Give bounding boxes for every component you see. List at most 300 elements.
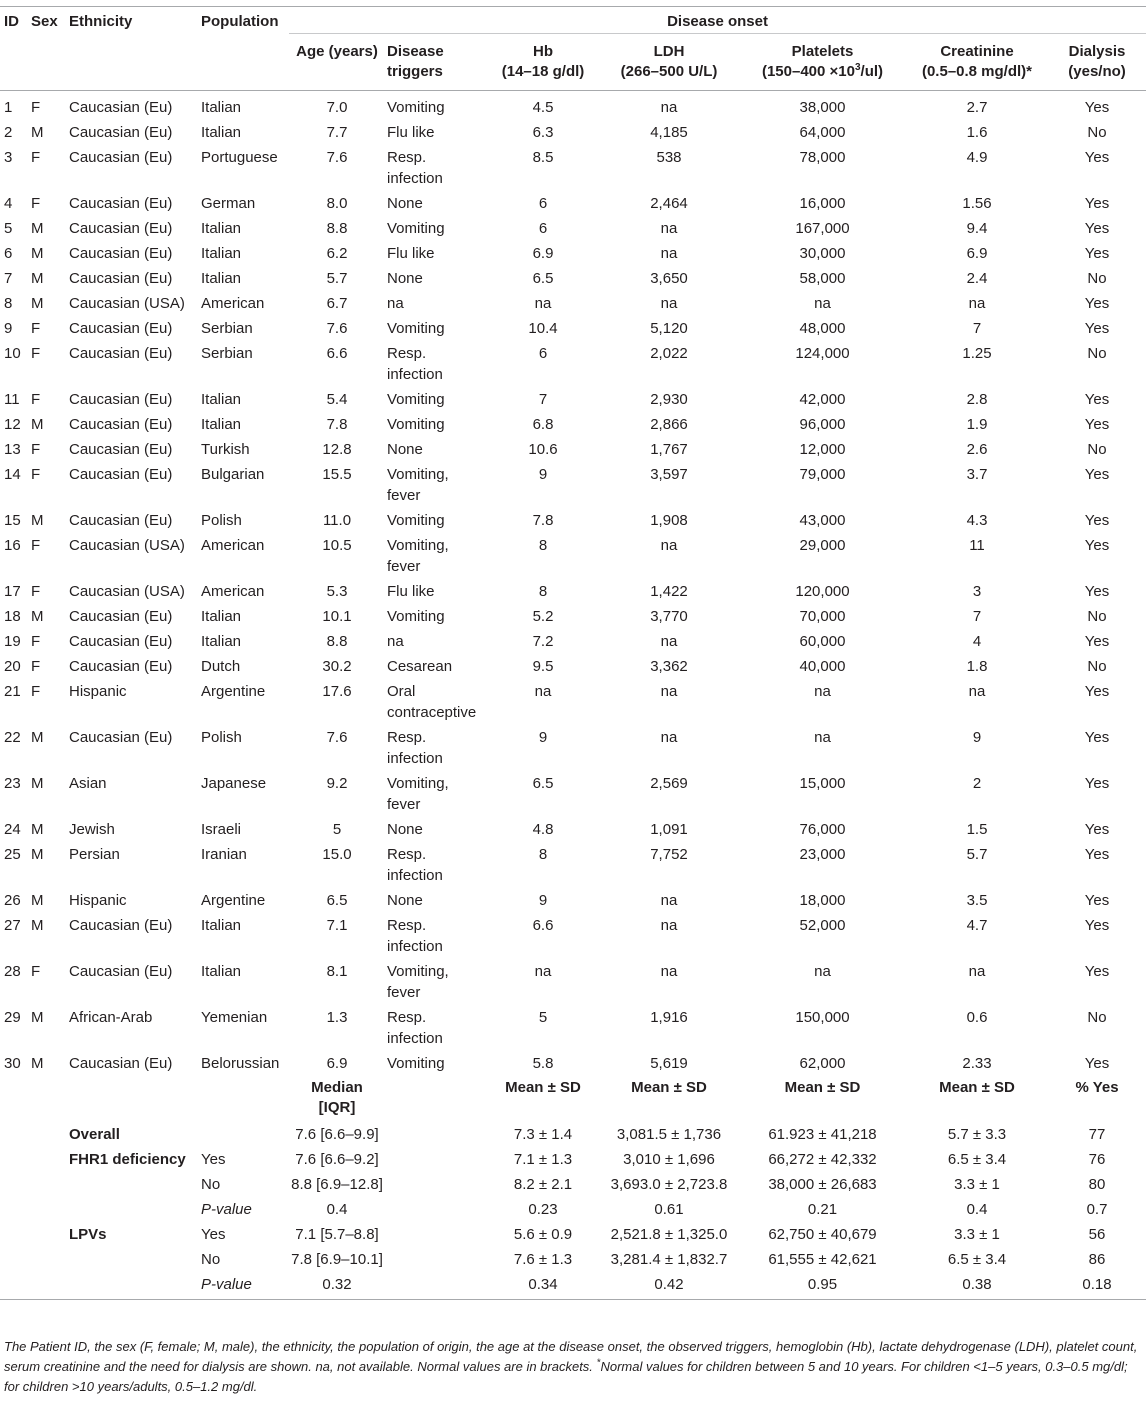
row-population: Italian: [201, 220, 242, 237]
row-age: 6.5: [326, 892, 348, 909]
row-age: 17.6: [322, 683, 352, 700]
row-ethnicity: Caucasian (Eu): [69, 195, 173, 212]
row-hb: 6.5: [532, 270, 554, 287]
row-sex: F: [31, 583, 41, 600]
row-id: 23: [4, 775, 21, 792]
row-hb: na: [534, 683, 552, 700]
row-platelets: 150,000: [795, 1009, 850, 1026]
summary-creatinine: 3.3 ± 1: [954, 1176, 1000, 1193]
row-hb: 8: [538, 846, 548, 863]
row-population: Italian: [201, 917, 242, 934]
row-id: 22: [4, 729, 21, 746]
header-sex: Sex: [31, 13, 58, 30]
summary-ldh: 0.61: [654, 1201, 684, 1218]
row-platelets: 120,000: [795, 583, 850, 600]
row-hb: 6.3: [532, 124, 554, 141]
summary-empty: [385, 1224, 487, 1249]
row-hb: 5.8: [532, 1055, 554, 1072]
row-age: 12.8: [322, 441, 352, 458]
row-id: 16: [4, 537, 21, 554]
summary-hb: 7.3 ± 1.4: [513, 1126, 573, 1143]
table-row: [0, 243, 1146, 268]
row-hb: na: [534, 295, 552, 312]
header-population: Population: [201, 13, 279, 30]
table-row: [0, 890, 1146, 915]
summary-sublabel: Yes: [201, 1151, 226, 1168]
row-platelets: 15,000: [799, 775, 846, 792]
row-population: Bulgarian: [201, 466, 265, 483]
row-ethnicity: Caucasian (Eu): [69, 466, 173, 483]
row-ldh: 1,916: [650, 1009, 688, 1026]
row-platelets: na: [814, 295, 831, 312]
row-population: German: [201, 195, 256, 212]
row-ldh: 2,022: [650, 345, 688, 362]
row-hb: 6.5: [532, 775, 554, 792]
row-creatinine: 7: [972, 608, 982, 625]
row-trigger: Vomiting, fever: [387, 537, 449, 575]
row-dialysis: Yes: [1084, 917, 1110, 934]
row-ethnicity: Caucasian (Eu): [69, 608, 173, 625]
table-header: [0, 7, 1146, 91]
table-row: [0, 293, 1146, 318]
table-row: [0, 439, 1146, 464]
row-dialysis: Yes: [1084, 416, 1110, 433]
table-row: [0, 91, 1146, 123]
row-platelets: 70,000: [799, 608, 846, 625]
summary-empty: [385, 1249, 487, 1274]
summary-ldh: 3,081.5 ± 1,736: [616, 1126, 722, 1143]
row-ldh: na: [660, 892, 678, 909]
row-platelets: 16,000: [799, 195, 846, 212]
row-creatinine: 2.7: [966, 99, 988, 116]
row-platelets: 60,000: [799, 633, 846, 650]
row-age: 30.2: [322, 658, 352, 675]
row-platelets: 124,000: [795, 345, 850, 362]
summary-body: [0, 1078, 1146, 1300]
row-platelets: 12,000: [799, 441, 846, 458]
row-id: 30: [4, 1055, 21, 1072]
patient-table: [0, 6, 1146, 1300]
row-trigger: Vomiting: [387, 608, 445, 625]
row-dialysis: Yes: [1084, 775, 1110, 792]
row-ethnicity: Caucasian (Eu): [69, 270, 173, 287]
row-hb: 9.5: [532, 658, 554, 675]
row-age: 11.0: [322, 512, 352, 529]
summary-label: Overall: [69, 1126, 120, 1143]
row-age: 6.9: [326, 1055, 348, 1072]
row-creatinine: 2.4: [966, 270, 988, 287]
row-sex: M: [31, 917, 44, 934]
summary-creatinine: 5.7 ± 3.3: [947, 1126, 1007, 1143]
row-dialysis: Yes: [1084, 633, 1110, 650]
row-dialysis: No: [1087, 441, 1107, 458]
row-creatinine: 0.6: [966, 1009, 988, 1026]
row-ldh: 2,464: [650, 195, 688, 212]
row-ldh: na: [660, 245, 678, 262]
row-trigger: Vomiting, fever: [387, 963, 449, 1001]
row-ethnicity: Hispanic: [69, 683, 127, 700]
row-id: 21: [4, 683, 21, 700]
row-population: Italian: [201, 608, 242, 625]
row-id: 5: [4, 220, 13, 237]
row-trigger: Flu like: [387, 583, 435, 600]
summary-spacer: [0, 1274, 67, 1300]
summary-label: [67, 1199, 199, 1224]
row-trigger: Oral contraceptive: [387, 683, 477, 721]
row-ldh: na: [660, 295, 678, 312]
row-dialysis: Yes: [1084, 729, 1110, 746]
summary-age: 7.8 [6.9–10.1]: [291, 1251, 383, 1268]
row-id: 9: [4, 320, 13, 337]
row-age: 5.3: [326, 583, 348, 600]
row-creatinine: 1.5: [966, 821, 988, 838]
row-dialysis: Yes: [1084, 295, 1110, 312]
row-trigger: Vomiting: [387, 512, 445, 529]
row-id: 27: [4, 917, 21, 934]
row-trigger: na: [387, 633, 404, 650]
row-dialysis: Yes: [1084, 320, 1110, 337]
row-sex: F: [31, 537, 41, 554]
row-trigger: na: [387, 295, 404, 312]
row-id: 10: [4, 345, 21, 362]
row-sex: M: [31, 245, 44, 262]
table-row: [0, 819, 1146, 844]
row-id: 25: [4, 846, 21, 863]
row-sex: M: [31, 220, 44, 237]
row-ethnicity: Caucasian (Eu): [69, 633, 173, 650]
summary-age: 0.32: [322, 1276, 352, 1293]
table-row: [0, 389, 1146, 414]
summary-dialysis: 80: [1088, 1176, 1106, 1193]
row-population: Argentine: [201, 683, 266, 700]
row-trigger: Vomiting: [387, 391, 445, 408]
row-dialysis: Yes: [1084, 220, 1110, 237]
table-row: [0, 343, 1146, 389]
row-trigger: None: [387, 821, 423, 838]
row-age: 5: [332, 821, 342, 838]
row-id: 17: [4, 583, 21, 600]
summary-creatinine: 3.3 ± 1: [954, 1226, 1000, 1243]
summary-header-age: Median [IQR]: [311, 1079, 363, 1116]
row-ldh: na: [660, 683, 678, 700]
row-trigger: Resp. infection: [387, 1009, 443, 1047]
row-ldh: 5,120: [650, 320, 688, 337]
summary-creatinine: 0.38: [962, 1276, 992, 1293]
row-ldh: 1,091: [650, 821, 688, 838]
row-platelets: 18,000: [799, 892, 846, 909]
header-dialysis: Dialysis (yes/no): [1068, 43, 1126, 80]
row-creatinine: 6.9: [966, 245, 988, 262]
row-hb: 6: [538, 220, 548, 237]
row-sex: M: [31, 1009, 44, 1026]
row-ethnicity: Caucasian (Eu): [69, 917, 173, 934]
row-dialysis: Yes: [1084, 683, 1110, 700]
row-creatinine: 4: [972, 633, 982, 650]
summary-row: [0, 1149, 1146, 1174]
summary-ldh: 0.42: [654, 1276, 684, 1293]
row-population: Portuguese: [201, 149, 278, 166]
summary-spacer: [0, 1224, 67, 1249]
summary-platelets: 61,555 ± 42,621: [768, 1251, 877, 1268]
row-creatinine: 9.4: [966, 220, 988, 237]
summary-label: FHR1 deficiency: [69, 1151, 186, 1168]
row-hb: 7: [538, 391, 548, 408]
row-creatinine: 4.9: [966, 149, 988, 166]
row-trigger: None: [387, 270, 423, 287]
row-age: 7.1: [326, 917, 348, 934]
row-trigger: Resp. infection: [387, 846, 443, 884]
row-sex: M: [31, 124, 44, 141]
table-row: [0, 218, 1146, 243]
row-dialysis: Yes: [1084, 195, 1110, 212]
summary-header-hb: Mean ± SD: [505, 1079, 581, 1096]
table-row: [0, 581, 1146, 606]
table-row: [0, 122, 1146, 147]
row-population: Serbian: [201, 345, 253, 362]
row-ethnicity: Caucasian (Eu): [69, 99, 173, 116]
summary-ldh: 3,010 ± 1,696: [623, 1151, 715, 1168]
row-creatinine: 2: [972, 775, 982, 792]
summary-row: [0, 1174, 1146, 1199]
summary-platelets: 66,272 ± 42,332: [768, 1151, 877, 1168]
row-age: 7.8: [326, 416, 348, 433]
row-trigger: Flu like: [387, 245, 435, 262]
row-hb: 9: [538, 729, 548, 746]
row-sex: M: [31, 892, 44, 909]
row-platelets: 23,000: [799, 846, 846, 863]
table-body: [0, 91, 1146, 1079]
summary-age: 8.8 [6.9–12.8]: [291, 1176, 383, 1193]
summary-spacer: [0, 1124, 67, 1149]
row-age: 8.1: [326, 963, 348, 980]
row-ethnicity: Asian: [69, 775, 107, 792]
row-platelets: 62,000: [799, 1055, 846, 1072]
row-ethnicity: Caucasian (Eu): [69, 345, 173, 362]
summary-platelets: 0.95: [807, 1276, 838, 1293]
row-age: 15.0: [322, 846, 352, 863]
table-row: [0, 1007, 1146, 1053]
row-ethnicity: Caucasian (Eu): [69, 963, 173, 980]
row-ethnicity: Caucasian (Eu): [69, 512, 173, 529]
row-sex: F: [31, 963, 41, 980]
row-id: 14: [4, 466, 21, 483]
row-sex: F: [31, 466, 41, 483]
header-age: Age (years): [296, 43, 378, 60]
row-id: 19: [4, 633, 21, 650]
summary-platelets: 38,000 ± 26,683: [768, 1176, 877, 1193]
table-row: [0, 535, 1146, 581]
row-trigger: Vomiting: [387, 220, 445, 237]
row-ldh: 2,569: [650, 775, 688, 792]
row-creatinine: na: [968, 963, 986, 980]
row-population: Italian: [201, 633, 242, 650]
row-dialysis: No: [1087, 658, 1107, 675]
summary-spacer: [0, 1174, 67, 1199]
row-id: 11: [4, 391, 20, 408]
row-sex: M: [31, 416, 44, 433]
summary-sublabel: [199, 1124, 289, 1149]
summary-ldh: 3,281.4 ± 1,832.7: [610, 1251, 728, 1268]
row-creatinine: 2.6: [966, 441, 988, 458]
row-population: Italian: [201, 245, 242, 262]
summary-hb: 7.1 ± 1.3: [513, 1151, 573, 1168]
summary-label: [67, 1174, 199, 1199]
summary-sublabel: Yes: [201, 1226, 226, 1243]
summary-creatinine: 6.5 ± 3.4: [947, 1251, 1007, 1268]
row-sex: M: [31, 295, 44, 312]
row-platelets: 48,000: [799, 320, 846, 337]
row-creatinine: 1.9: [966, 416, 988, 433]
row-creatinine: 7: [972, 320, 982, 337]
summary-header-dialysis: % Yes: [1075, 1079, 1119, 1096]
row-sex: F: [31, 683, 41, 700]
row-hb: 9: [538, 892, 548, 909]
table-row: [0, 656, 1146, 681]
summary-sublabel: No: [201, 1251, 221, 1268]
row-dialysis: Yes: [1084, 99, 1110, 116]
summary-platelets: 61.923 ± 41,218: [768, 1126, 877, 1143]
row-population: Italian: [201, 391, 242, 408]
row-ethnicity: Jewish: [69, 821, 115, 838]
row-hb: na: [534, 963, 552, 980]
table-row: [0, 606, 1146, 631]
summary-dialysis: 86: [1088, 1251, 1106, 1268]
row-age: 10.1: [322, 608, 352, 625]
row-ldh: 1,908: [650, 512, 688, 529]
row-creatinine: 1.25: [962, 345, 992, 362]
row-dialysis: Yes: [1084, 245, 1110, 262]
row-dialysis: No: [1087, 124, 1107, 141]
row-sex: M: [31, 512, 44, 529]
row-dialysis: Yes: [1084, 1055, 1110, 1072]
summary-empty: [385, 1174, 487, 1199]
row-sex: F: [31, 99, 41, 116]
summary-ldh: 3,693.0 ± 2,723.8: [610, 1176, 728, 1193]
row-hb: 4.8: [532, 821, 554, 838]
summary-row: [0, 1199, 1146, 1224]
summary-row: [0, 1274, 1146, 1300]
table-row: [0, 1053, 1146, 1078]
row-id: 4: [4, 195, 13, 212]
row-creatinine: 1.6: [966, 124, 988, 141]
row-age: 8.8: [326, 633, 348, 650]
summary-ldh: 2,521.8 ± 1,325.0: [610, 1226, 728, 1243]
row-population: Iranian: [201, 846, 247, 863]
row-population: American: [201, 583, 265, 600]
summary-label: [67, 1274, 199, 1300]
row-hb: 6: [538, 195, 548, 212]
row-hb: 7.8: [532, 512, 554, 529]
row-trigger: Resp. infection: [387, 917, 443, 955]
row-dialysis: Yes: [1084, 391, 1110, 408]
summary-spacer: [0, 1199, 67, 1224]
summary-creatinine: 6.5 ± 3.4: [947, 1151, 1007, 1168]
row-ldh: na: [660, 220, 678, 237]
summary-age: 7.6 [6.6–9.9]: [295, 1126, 379, 1143]
row-id: 2: [4, 124, 13, 141]
row-trigger: Vomiting, fever: [387, 466, 449, 504]
row-ethnicity: African-Arab: [69, 1009, 153, 1026]
row-dialysis: Yes: [1084, 537, 1110, 554]
row-ethnicity: Caucasian (Eu): [69, 320, 173, 337]
row-hb: 6.9: [532, 245, 554, 262]
row-ldh: 2,930: [650, 391, 688, 408]
row-dialysis: Yes: [1084, 963, 1110, 980]
row-hb: 5.2: [532, 608, 554, 625]
summary-age: 7.1 [5.7–8.8]: [295, 1226, 379, 1243]
row-platelets: 52,000: [799, 917, 846, 934]
table-row: [0, 414, 1146, 439]
row-population: Polish: [201, 729, 242, 746]
row-ldh: 1,767: [650, 441, 688, 458]
row-sex: M: [31, 608, 44, 625]
row-creatinine: 2.33: [962, 1055, 992, 1072]
summary-creatinine: 0.4: [966, 1201, 988, 1218]
row-population: Italian: [201, 124, 242, 141]
row-trigger: None: [387, 195, 423, 212]
row-hb: 5: [538, 1009, 548, 1026]
row-dialysis: Yes: [1084, 149, 1110, 166]
row-age: 1.3: [326, 1009, 348, 1026]
table-row: [0, 318, 1146, 343]
row-creatinine: 9: [972, 729, 982, 746]
summary-dialysis: 76: [1088, 1151, 1106, 1168]
header-hb: Hb (14–18 g/dl): [501, 43, 585, 80]
row-age: 6.2: [326, 245, 348, 262]
row-sex: F: [31, 195, 41, 212]
row-id: 12: [4, 416, 21, 433]
row-platelets: na: [814, 683, 831, 700]
row-platelets: 167,000: [795, 220, 850, 237]
summary-spacer: [0, 1249, 67, 1274]
row-ldh: na: [660, 963, 678, 980]
row-id: 24: [4, 821, 21, 838]
summary-spacer: [0, 1149, 67, 1174]
row-id: 29: [4, 1009, 21, 1026]
summary-age: 0.4: [326, 1201, 348, 1218]
row-ldh: 3,770: [650, 608, 688, 625]
row-trigger: Vomiting: [387, 320, 445, 337]
row-ethnicity: Caucasian (Eu): [69, 149, 173, 166]
row-sex: M: [31, 821, 44, 838]
row-ethnicity: Caucasian (Eu): [69, 220, 173, 237]
row-ldh: na: [660, 729, 678, 746]
row-ethnicity: Caucasian (Eu): [69, 658, 173, 675]
row-population: Italian: [201, 416, 242, 433]
row-ethnicity: Caucasian (Eu): [69, 416, 173, 433]
row-trigger: Cesarean: [387, 658, 453, 675]
row-sex: F: [31, 345, 41, 362]
row-ethnicity: Caucasian (Eu): [69, 729, 173, 746]
row-id: 1: [4, 99, 13, 116]
summary-empty: [385, 1149, 487, 1174]
row-creatinine: 1.56: [962, 195, 992, 212]
row-hb: 8: [538, 537, 548, 554]
summary-age: 7.6 [6.6–9.2]: [295, 1151, 379, 1168]
row-ldh: 1,422: [650, 583, 688, 600]
row-ethnicity: Caucasian (Eu): [69, 245, 173, 262]
row-hb: 6.6: [532, 917, 554, 934]
table-footnote: The Patient ID, the sex (F, female; M, male), the ethnicity, the population of origin, the age at the disease onset, the observed triggers, hemoglobin (Hb), lactate dehydrogenase (LDH), platelet count, serum creatinine and the need for dialysis are shown. na, not available. Normal values are in brackets. *Normal values for children between 5 and 10 years. For children <1–5 years, 0.3–0.5 mg/dl; for children >10 years/adults, 0.5–1.2 mg/dl.: [4, 1339, 1138, 1394]
row-age: 7.6: [326, 320, 348, 337]
row-id: 20: [4, 658, 21, 675]
row-creatinine: 2.8: [966, 391, 988, 408]
row-dialysis: Yes: [1084, 512, 1110, 529]
row-age: 8.0: [326, 195, 348, 212]
row-ethnicity: Caucasian (Eu): [69, 1055, 173, 1072]
row-hb: 8: [538, 583, 548, 600]
row-ethnicity: Caucasian (USA): [69, 583, 185, 600]
